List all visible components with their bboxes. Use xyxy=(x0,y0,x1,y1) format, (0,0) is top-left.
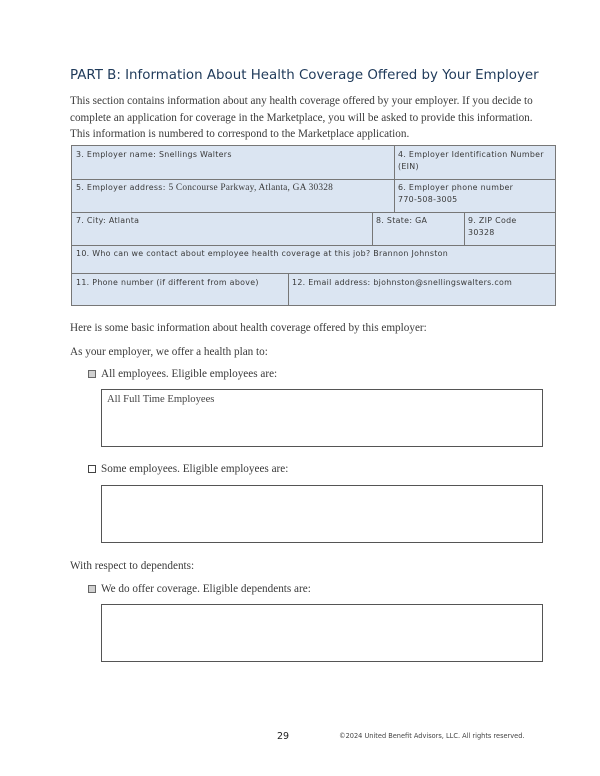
dependents-intro-text: With respect to dependents: xyxy=(70,560,195,572)
employer-phone-field[interactable]: 6. Employer phone number 770-508-3005 xyxy=(394,179,554,208)
section-heading: PART B: Information About Health Coverage Offered by Your Employer xyxy=(70,68,539,83)
employer-address-value: 5 Concourse Parkway, Atlanta, GA 30328 xyxy=(168,183,334,193)
city-field[interactable]: 7. City: Atlanta xyxy=(76,216,140,225)
dependents-textbox[interactable] xyxy=(101,604,543,662)
page-number: 29 xyxy=(277,731,290,742)
some-employees-textbox[interactable] xyxy=(101,485,543,543)
email-field[interactable]: 12. Email address: bjohnston@snellingswalters.com xyxy=(292,278,513,287)
all-employees-checkbox[interactable] xyxy=(88,370,96,378)
zip-field[interactable]: 9. ZIP Code 30328 xyxy=(464,212,554,241)
state-value: GA xyxy=(415,216,428,225)
alt-phone-field[interactable]: 11. Phone number (if different from above) xyxy=(76,278,259,287)
intro-paragraph: This section contains information about any health coverage offered by your employer. If you decide to complete an application for coverage in the Marketplace, you will be asked to provide this information. This information is numbered to correspond to the Marketplace application. xyxy=(70,95,533,140)
all-employees-textbox[interactable] xyxy=(101,389,543,447)
email-value: bjohnston@snellingswalters.com xyxy=(373,278,513,287)
employer-phone-value: 770-508-3005 xyxy=(398,194,458,204)
employer-address-field[interactable]: 5. Employer address: 5 Concourse Parkway, Atlanta, GA 30328 xyxy=(76,183,334,193)
employer-name-field[interactable]: 3. Employer name: Snellings Walters xyxy=(76,150,232,159)
some-employees-checkbox[interactable] xyxy=(88,465,96,473)
contact-field[interactable]: 10. Who can we contact about employee health coverage at this job? Brannon Johnston xyxy=(76,249,449,258)
option-all-employees[interactable]: All employees. Eligible employees are: xyxy=(88,368,277,380)
option-some-employees[interactable]: Some employees. Eligible employees are: xyxy=(88,463,288,475)
option-dependents[interactable]: We do offer coverage. Eligible dependents are: xyxy=(88,583,311,595)
zip-value: 30328 xyxy=(468,227,495,237)
copyright-notice: ©2024 United Benefit Advisors, LLC. All rights reserved. xyxy=(339,732,525,740)
all-employees-value: All Full Time Employees xyxy=(107,394,215,405)
state-field[interactable]: 8. State: GA xyxy=(376,216,428,225)
employer-name-value: Snellings Walters xyxy=(158,150,232,159)
employer-info-form xyxy=(71,145,556,306)
contact-value: Brannon Johnston xyxy=(373,249,449,258)
ein-field[interactable]: 4. Employer Identification Number (EIN) xyxy=(398,150,544,171)
city-value: Atlanta xyxy=(108,216,140,225)
basic-info-text: Here is some basic information about health coverage offered by this employer: xyxy=(70,322,427,334)
dependents-checkbox[interactable] xyxy=(88,585,96,593)
plan-intro-text: As your employer, we offer a health plan to: xyxy=(70,346,268,358)
